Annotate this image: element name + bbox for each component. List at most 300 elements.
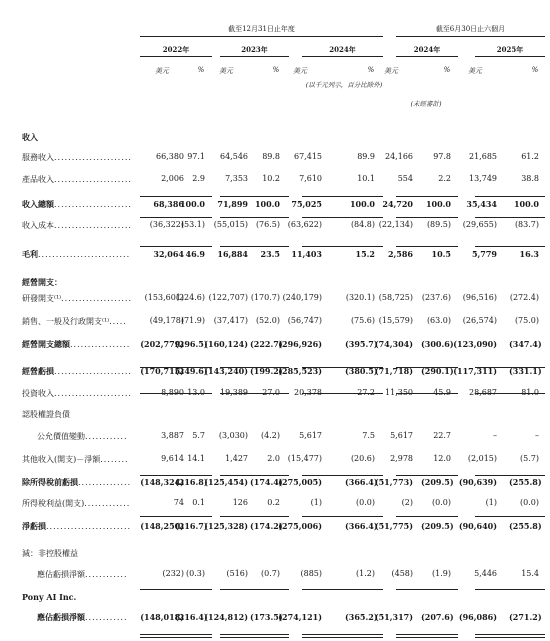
cell-value: 9,614: [161, 454, 184, 463]
dot-leader: ......................: [54, 175, 132, 184]
cell-value: 81.0: [521, 388, 539, 397]
cell-value: (51,773): [374, 477, 413, 487]
cell-value: (3,030): [218, 431, 248, 440]
subtotal-rule: [302, 246, 383, 247]
cell-value: (49,178): [149, 316, 184, 325]
cell-value: (53.1): [180, 220, 205, 229]
cell-value: (52.0): [255, 316, 280, 325]
subtotal-rule: [140, 475, 212, 476]
row-label: [22, 366, 132, 377]
double-rule: [475, 634, 545, 638]
cell-value: 15.2: [355, 249, 375, 259]
period-rule-4: [396, 56, 458, 57]
dot-leader: ......................: [54, 367, 132, 376]
cell-value: (83.7): [514, 220, 539, 229]
row-label-text: 毛利: [22, 249, 38, 259]
subtotal-rule: [220, 589, 289, 590]
cell-value: (148,018): [140, 612, 184, 622]
period-rule-3: [302, 56, 383, 57]
subtotal-rule: [302, 217, 383, 218]
subtotal-rule: [140, 589, 212, 590]
cell-value: (516): [226, 569, 248, 578]
cell-value: (4.2): [261, 431, 280, 440]
cell-value: (249.6): [175, 366, 208, 376]
cell-value: 7,353: [225, 174, 248, 183]
cell-value: 20,378: [294, 388, 322, 397]
cell-value: (2): [401, 498, 413, 507]
row-label: [37, 431, 128, 442]
header-half-group: 截至6月30日止六個月: [435, 25, 506, 33]
cell-value: (123,090): [453, 339, 497, 349]
cell-value: (458): [391, 569, 413, 578]
row-label: [22, 249, 130, 260]
cell-value: 0.1: [192, 498, 205, 507]
subtotal-rule: [302, 589, 383, 590]
cell-value: 0.2: [267, 498, 280, 507]
subtotal-rule: [475, 475, 545, 476]
cell-value: 15.4: [521, 569, 539, 578]
dot-leader: .............: [84, 499, 131, 508]
cell-value: (170,715): [140, 366, 184, 376]
subtotal-rule: [302, 475, 383, 476]
header-rule-year: [140, 36, 383, 37]
cell-value: (56,747): [287, 316, 322, 325]
row-label-text: 收入: [22, 132, 38, 142]
cell-value: 100.0: [179, 199, 205, 209]
cell-value: (0.0): [520, 498, 539, 507]
dot-leader: ............: [85, 432, 128, 441]
header-period-3: 2024年: [329, 45, 356, 54]
cell-value: 45.9: [433, 388, 451, 397]
subtotal-rule: [302, 393, 383, 394]
subtotal-rule: [475, 196, 545, 197]
cell-value: 97.8: [433, 152, 451, 161]
subtotal-rule: [475, 217, 545, 218]
subtotal-rule: [396, 246, 458, 247]
cell-value: 2.0: [267, 454, 280, 463]
cell-value: 67,415: [294, 152, 322, 161]
cell-value: (366.4): [345, 477, 378, 487]
cell-value: 71,899: [217, 199, 248, 209]
dot-leader: ........: [100, 455, 129, 464]
period-rule-2: [220, 56, 289, 57]
cell-value: (285,523): [278, 366, 322, 376]
dot-leader: ......................: [54, 153, 132, 162]
cell-value: 19,389: [220, 388, 248, 397]
row-label: [22, 454, 129, 465]
cell-value: 2.9: [192, 174, 205, 183]
row-label: [37, 612, 128, 623]
cell-value: 13,749: [469, 174, 497, 183]
cell-value: 97.1: [187, 152, 205, 161]
cell-value: (232): [162, 569, 184, 578]
row-label: [22, 316, 127, 327]
subtotal-rule: [220, 516, 289, 517]
dot-leader: ............: [85, 613, 128, 622]
cell-value: (51,317): [374, 612, 413, 622]
cell-value: (51,775): [374, 521, 413, 531]
cell-value: (153,601): [144, 293, 184, 302]
cell-value: 13.0: [187, 388, 205, 397]
row-label: [22, 592, 76, 602]
cell-value: (20.6): [350, 454, 375, 463]
cell-value: (125,454): [204, 477, 248, 487]
cell-value: (122,707): [208, 293, 248, 302]
double-rule: [140, 634, 212, 638]
cell-value: (199.2): [250, 366, 283, 376]
cell-value: (224.6): [175, 293, 205, 302]
subtotal-rule: [140, 516, 212, 517]
row-label: [22, 521, 131, 532]
cell-value: (296.5): [175, 339, 208, 349]
cell-value: 554: [397, 174, 413, 183]
row-label-text: 應佔虧損淨額: [37, 570, 85, 579]
cell-value: 66,380: [156, 152, 184, 161]
cell-value: (75.0): [514, 316, 539, 325]
cell-value: (90,639): [458, 477, 497, 487]
cell-value: (71.9): [180, 316, 205, 325]
subtotal-rule: [396, 516, 458, 517]
row-label-text: 淨虧損: [22, 521, 46, 531]
header-period-1: 2022年: [162, 45, 190, 54]
subtotal-rule: [140, 393, 212, 394]
cell-value: (29,655): [462, 220, 497, 229]
subtotal-rule: [475, 367, 545, 368]
cell-value: 10.1: [357, 174, 375, 183]
cell-value: (320.1): [345, 293, 375, 302]
row-label-text: 產品收入: [22, 175, 54, 184]
cell-value: 89.8: [262, 152, 280, 161]
cell-value: 2.2: [438, 174, 451, 183]
cell-value: (885): [300, 569, 322, 578]
row-label: [22, 277, 62, 288]
cell-value: 7.5: [362, 431, 375, 440]
cell-value: (380.5): [345, 366, 378, 376]
cell-value: (117,311): [453, 366, 497, 376]
cell-value: (0.7): [261, 569, 280, 578]
cell-value: 8,890: [161, 388, 184, 397]
subtotal-rule: [302, 516, 383, 517]
cell-value: (1.2): [356, 569, 375, 578]
cell-value: (237.6): [421, 293, 451, 302]
cell-value: (37,417): [213, 316, 248, 325]
cell-value: (63,622): [287, 220, 322, 229]
row-label-text: 收入成本: [22, 221, 54, 230]
cell-value: 7,610: [299, 174, 322, 183]
subtotal-rule: [220, 196, 289, 197]
subtotal-rule: [140, 246, 212, 247]
cell-value: 5,779: [471, 249, 497, 259]
dot-leader: ......................: [54, 200, 132, 209]
cell-value: 24,720: [382, 199, 413, 209]
cell-value: (274,121): [278, 612, 322, 622]
cell-value: 27.0: [262, 388, 280, 397]
row-label-text: 所得稅利益(開支): [22, 499, 85, 508]
unit-currency: 美元: [155, 67, 169, 75]
cell-value: (89.5): [426, 220, 451, 229]
row-label-text: 收入總額: [22, 199, 54, 209]
unit-note: (以千元列示，百分比除外): [305, 81, 383, 89]
unit-percent: %: [367, 66, 375, 74]
cell-value: (148,324): [140, 477, 184, 487]
unit-currency: 美元: [384, 67, 398, 75]
cell-value: 46.9: [185, 249, 205, 259]
cell-value: 75,025: [291, 199, 322, 209]
cell-value: (216.8): [175, 477, 208, 487]
subtotal-rule: [396, 589, 458, 590]
cell-value: (148,250): [140, 521, 184, 531]
cell-value: 61.2: [521, 152, 539, 161]
cell-value: (84.8): [350, 220, 375, 229]
row-label: [22, 477, 131, 488]
cell-value: 5.7: [192, 431, 205, 440]
cell-value: (160,124): [204, 339, 248, 349]
cell-value: (216.7): [175, 521, 208, 531]
subtotal-rule: [220, 393, 289, 394]
cell-value: (240,179): [282, 293, 322, 302]
row-label: [22, 174, 132, 185]
row-label: [22, 339, 130, 350]
cell-value: 1,427: [225, 454, 248, 463]
dot-leader: ........................: [46, 522, 132, 531]
cell-value: (125,328): [204, 521, 248, 531]
cell-value: (58,725): [378, 293, 413, 302]
cell-value: (36,322): [149, 220, 184, 229]
cell-value: (1.9): [432, 569, 451, 578]
header-period-5: 2025年: [496, 45, 524, 54]
cell-value: (96,516): [462, 293, 497, 302]
dot-leader: .................: [70, 340, 131, 349]
row-label-text: 經營虧損: [22, 366, 54, 376]
subtotal-rule: [140, 196, 212, 197]
row-label-text: 經營開支總額: [22, 339, 70, 349]
row-label: [22, 498, 130, 509]
row-label-text: 其他收入(開支)－淨額: [22, 455, 101, 464]
row-label: [22, 132, 38, 143]
cell-value: (347.4): [509, 339, 542, 349]
cell-value: 2,586: [387, 249, 413, 259]
cell-value: 14.1: [187, 454, 205, 463]
dot-leader: .....: [109, 317, 127, 326]
cell-value: (74,304): [374, 339, 413, 349]
row-label: [22, 152, 132, 163]
cell-value: 21,685: [469, 152, 497, 161]
cell-value: (222.7): [250, 339, 283, 349]
dot-leader: ...............: [78, 478, 132, 487]
cell-value: 5,617: [390, 431, 413, 440]
cell-value: 32,064: [153, 249, 184, 259]
cell-value: (63.0): [426, 316, 451, 325]
subtotal-rule: [396, 475, 458, 476]
cell-value: (170.7): [250, 293, 280, 302]
unaudited-note: (未經審計): [410, 100, 442, 108]
cell-value: (209.5): [421, 521, 454, 531]
cell-value: (366.4): [345, 521, 378, 531]
row-label: [22, 220, 132, 231]
cell-value: (0.0): [432, 498, 451, 507]
cell-value: 10.2: [262, 174, 280, 183]
cell-value: (0.0): [356, 498, 375, 507]
cell-value: (96,086): [458, 612, 497, 622]
row-label: [37, 569, 128, 580]
row-label: [22, 199, 132, 210]
cell-value: (143,240): [204, 366, 248, 376]
cell-value: 2,006: [161, 174, 184, 183]
cell-value: 28,687: [469, 388, 497, 397]
period-rule-1: [140, 56, 212, 57]
cell-value: (0.3): [186, 569, 205, 578]
cell-value: (272.4): [509, 293, 539, 302]
row-label: [22, 388, 132, 399]
cell-value: (26,574): [462, 316, 497, 325]
unit-percent: %: [443, 66, 451, 74]
cell-value: 38.8: [521, 174, 539, 183]
subtotal-rule: [220, 217, 289, 218]
cell-value: (2,015): [467, 454, 497, 463]
double-rule: [396, 634, 458, 638]
cell-value: 100.0: [349, 199, 375, 209]
cell-value: (124,812): [204, 612, 248, 622]
cell-value: (275,005): [278, 477, 322, 487]
cell-value: (22,134): [378, 220, 413, 229]
cell-value: (331.1): [509, 366, 542, 376]
cell-value: 126: [232, 498, 248, 507]
subtotal-rule: [396, 393, 458, 394]
cell-value: (75.6): [350, 316, 375, 325]
subtotal-rule: [475, 516, 545, 517]
subtotal-rule: [220, 367, 289, 368]
header-rule-half: [396, 36, 545, 37]
unit-currency: 美元: [293, 67, 307, 75]
subtotal-rule: [396, 367, 458, 368]
row-label: [22, 548, 78, 559]
subtotal-rule: [396, 196, 458, 197]
header-period-2: 2023年: [241, 45, 268, 54]
unit-percent: %: [272, 66, 280, 74]
dot-leader: ..........................: [38, 250, 131, 259]
row-label-text: Pony AI Inc.: [22, 592, 77, 602]
subtotal-rule: [475, 246, 545, 247]
subtotal-rule: [220, 246, 289, 247]
cell-value: 16,884: [217, 249, 248, 259]
cell-value: (202,779): [140, 339, 184, 349]
cell-value: (275,006): [278, 521, 322, 531]
row-label-text: 投資收入: [22, 389, 54, 398]
cell-value: (76.5): [255, 220, 280, 229]
unit-percent: %: [197, 66, 205, 74]
double-rule: [302, 634, 383, 638]
cell-value: (209.5): [421, 477, 454, 487]
cell-value: 89.9: [357, 152, 375, 161]
cell-value: (271.2): [509, 612, 542, 622]
double-rule: [220, 634, 289, 638]
cell-value: 100.0: [425, 199, 451, 209]
subtotal-rule: [140, 367, 212, 368]
cell-value: 64,546: [220, 152, 248, 161]
cell-value: (90,640): [458, 521, 497, 531]
row-label-text: 研發開支⁽¹⁾: [22, 294, 62, 303]
cell-value: 2,978: [390, 454, 413, 463]
cell-value: 27.2: [357, 388, 375, 397]
row-label-text: 應佔虧損淨額: [37, 612, 85, 622]
cell-value: 10.5: [431, 249, 451, 259]
subtotal-rule: [140, 217, 212, 218]
cell-value: 100.0: [513, 199, 539, 209]
cell-value: 12.0: [433, 454, 451, 463]
cell-value: (395.7): [345, 339, 378, 349]
cell-value: 5,617: [299, 431, 322, 440]
cell-value: 68,386: [153, 199, 184, 209]
cell-value: 3,887: [161, 431, 184, 440]
subtotal-rule: [302, 367, 383, 368]
cell-value: 16.3: [519, 249, 539, 259]
cell-value: (365.2): [345, 612, 378, 622]
cell-value: 100.0: [254, 199, 280, 209]
cell-value: (1): [485, 498, 497, 507]
row-label-text: 銷售、一般及行政開支⁽¹⁾: [22, 317, 110, 326]
cell-value: 5,446: [474, 569, 497, 578]
period-rule-5: [475, 56, 545, 57]
cell-value: (174.2): [250, 521, 283, 531]
unit-currency: 美元: [468, 67, 482, 75]
subtotal-rule: [220, 475, 289, 476]
cell-value: (15,477): [287, 454, 322, 463]
header-year-group: 截至12月31日止年度: [228, 25, 295, 33]
row-label-text: 公允價值變動: [37, 432, 85, 441]
cell-value: 11,403: [291, 249, 322, 259]
row-label-text: 服務收入: [22, 153, 54, 162]
cell-value: 11,350: [385, 388, 413, 397]
cell-value: (174.4): [250, 477, 283, 487]
unit-currency: 美元: [219, 67, 233, 75]
cell-value: 23.5: [260, 249, 280, 259]
subtotal-rule: [302, 196, 383, 197]
dot-leader: ......................: [54, 221, 132, 230]
dot-leader: ......................: [54, 389, 132, 398]
subtotal-rule: [475, 393, 545, 394]
cell-value: 22.7: [433, 431, 451, 440]
cell-value: (71,718): [374, 366, 413, 376]
subtotal-rule: [475, 589, 545, 590]
dot-leader: ............: [85, 570, 128, 579]
cell-value: (173.5): [250, 612, 283, 622]
row-label: [22, 293, 132, 304]
row-label-text: 經營開支：: [22, 277, 62, 287]
cell-value: (255.8): [509, 521, 542, 531]
row-label-text: 認股權證負債: [22, 410, 70, 419]
dot-leader: ....................: [61, 294, 132, 303]
row-label-text: 減：非控股權益: [22, 549, 78, 558]
cell-value: (1): [310, 498, 322, 507]
cell-value: (216.4): [175, 612, 208, 622]
cell-value: (55,015): [213, 220, 248, 229]
cell-value: (300.6): [421, 339, 454, 349]
row-label: [22, 409, 70, 420]
cell-value: 74: [173, 498, 184, 507]
cell-value: –: [535, 431, 539, 440]
subtotal-rule: [396, 217, 458, 218]
cell-value: (15,579): [378, 316, 413, 325]
unit-percent: %: [531, 66, 539, 74]
cell-value: 35,434: [466, 199, 497, 209]
cell-value: (255.8): [509, 477, 542, 487]
cell-value: (207.6): [421, 612, 454, 622]
row-label-text: 除所得稅前虧損: [22, 477, 78, 487]
cell-value: (290.1): [421, 366, 454, 376]
cell-value: (296,926): [278, 339, 322, 349]
header-period-4: 2024年: [413, 45, 441, 54]
cell-value: 24,166: [385, 152, 413, 161]
